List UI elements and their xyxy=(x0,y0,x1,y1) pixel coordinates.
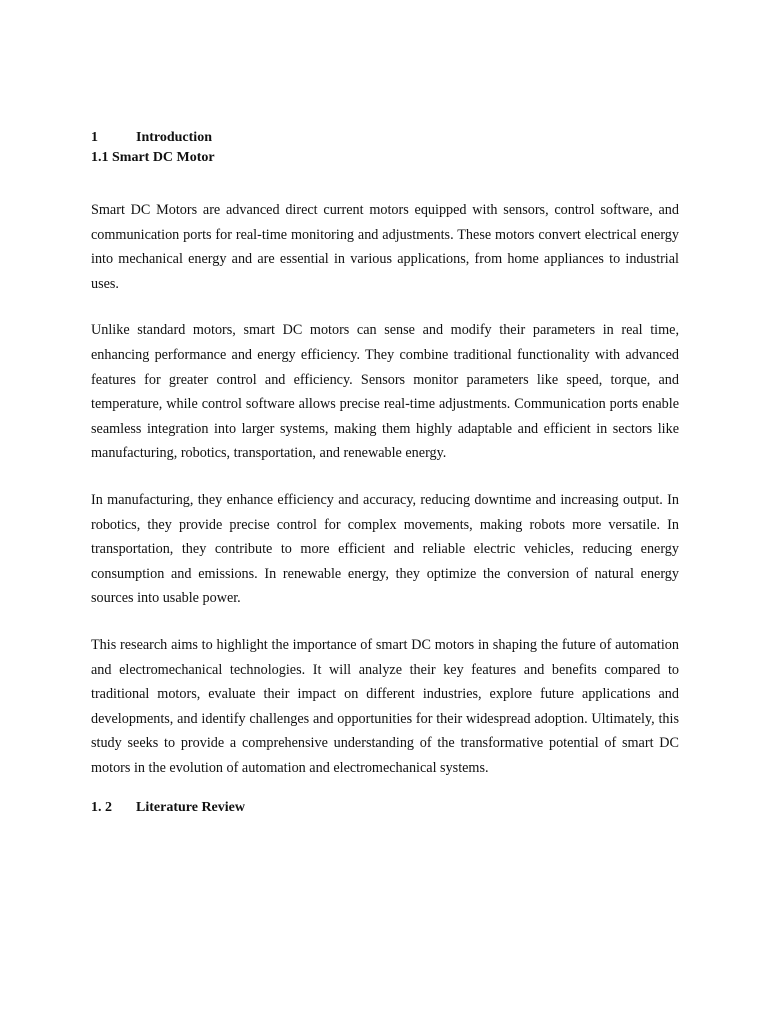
section-number: 1 xyxy=(91,130,98,145)
section-heading xyxy=(91,128,679,148)
paragraph-3: In manufacturing, they enhance efficiency and accuracy, reducing downtime and increasing output. In robotics, they provide precise control for complex movements, making robots more versatile. In transportation, they contribute to more efficient and reliable electric vehicles, reducing energy consumption and emissions. In renewable energy, they optimize the conversion of natural energy sources into usable power. xyxy=(91,491,679,607)
section-title: Introduction xyxy=(136,130,212,145)
paragraph-2: Unlike standard motors, smart DC motors can sense and modify their parameters in real time, enhancing performance and energy efficiency. They combine traditional functionality with advanced features for greater control and efficiency. Sensors monitor parameters like speed, torque, and temperature, while control software allows precise real-time adjustments. Communication ports enable seamless integration into larger systems, making them highly adaptable and efficient in sectors like manufacturing, robotics, transportation, and renewable energy. xyxy=(91,322,679,462)
literature-review-heading xyxy=(91,798,679,818)
literature-review-number: 1. 2 xyxy=(91,800,112,816)
paragraph-4: This research aims to highlight the importance of smart DC motors in shaping the future of automation and electromechanical technologies. It will analyze their key features and benefits compared to traditional motors, evaluate their impact on different industries, explore future applications and developments, and identify challenges and opportunities for their widespread adoption. Ultimately, this study seeks to provide a comprehensive understanding of the transformative potential of smart DC motors in the evolution of automation and electromechanical systems. xyxy=(91,636,679,776)
document-body xyxy=(91,128,679,818)
paragraph-1: Smart DC Motors are advanced direct current motors equipped with sensors, control software, and communication ports for real-time monitoring and adjustments. These motors convert electrical energy into mechanical energy and are essential in various applications, from home appliances to industrial uses. xyxy=(91,202,679,292)
literature-review-title: Literature Review xyxy=(136,800,245,816)
subsection-heading: 1.1 Smart DC Motor xyxy=(91,150,215,165)
